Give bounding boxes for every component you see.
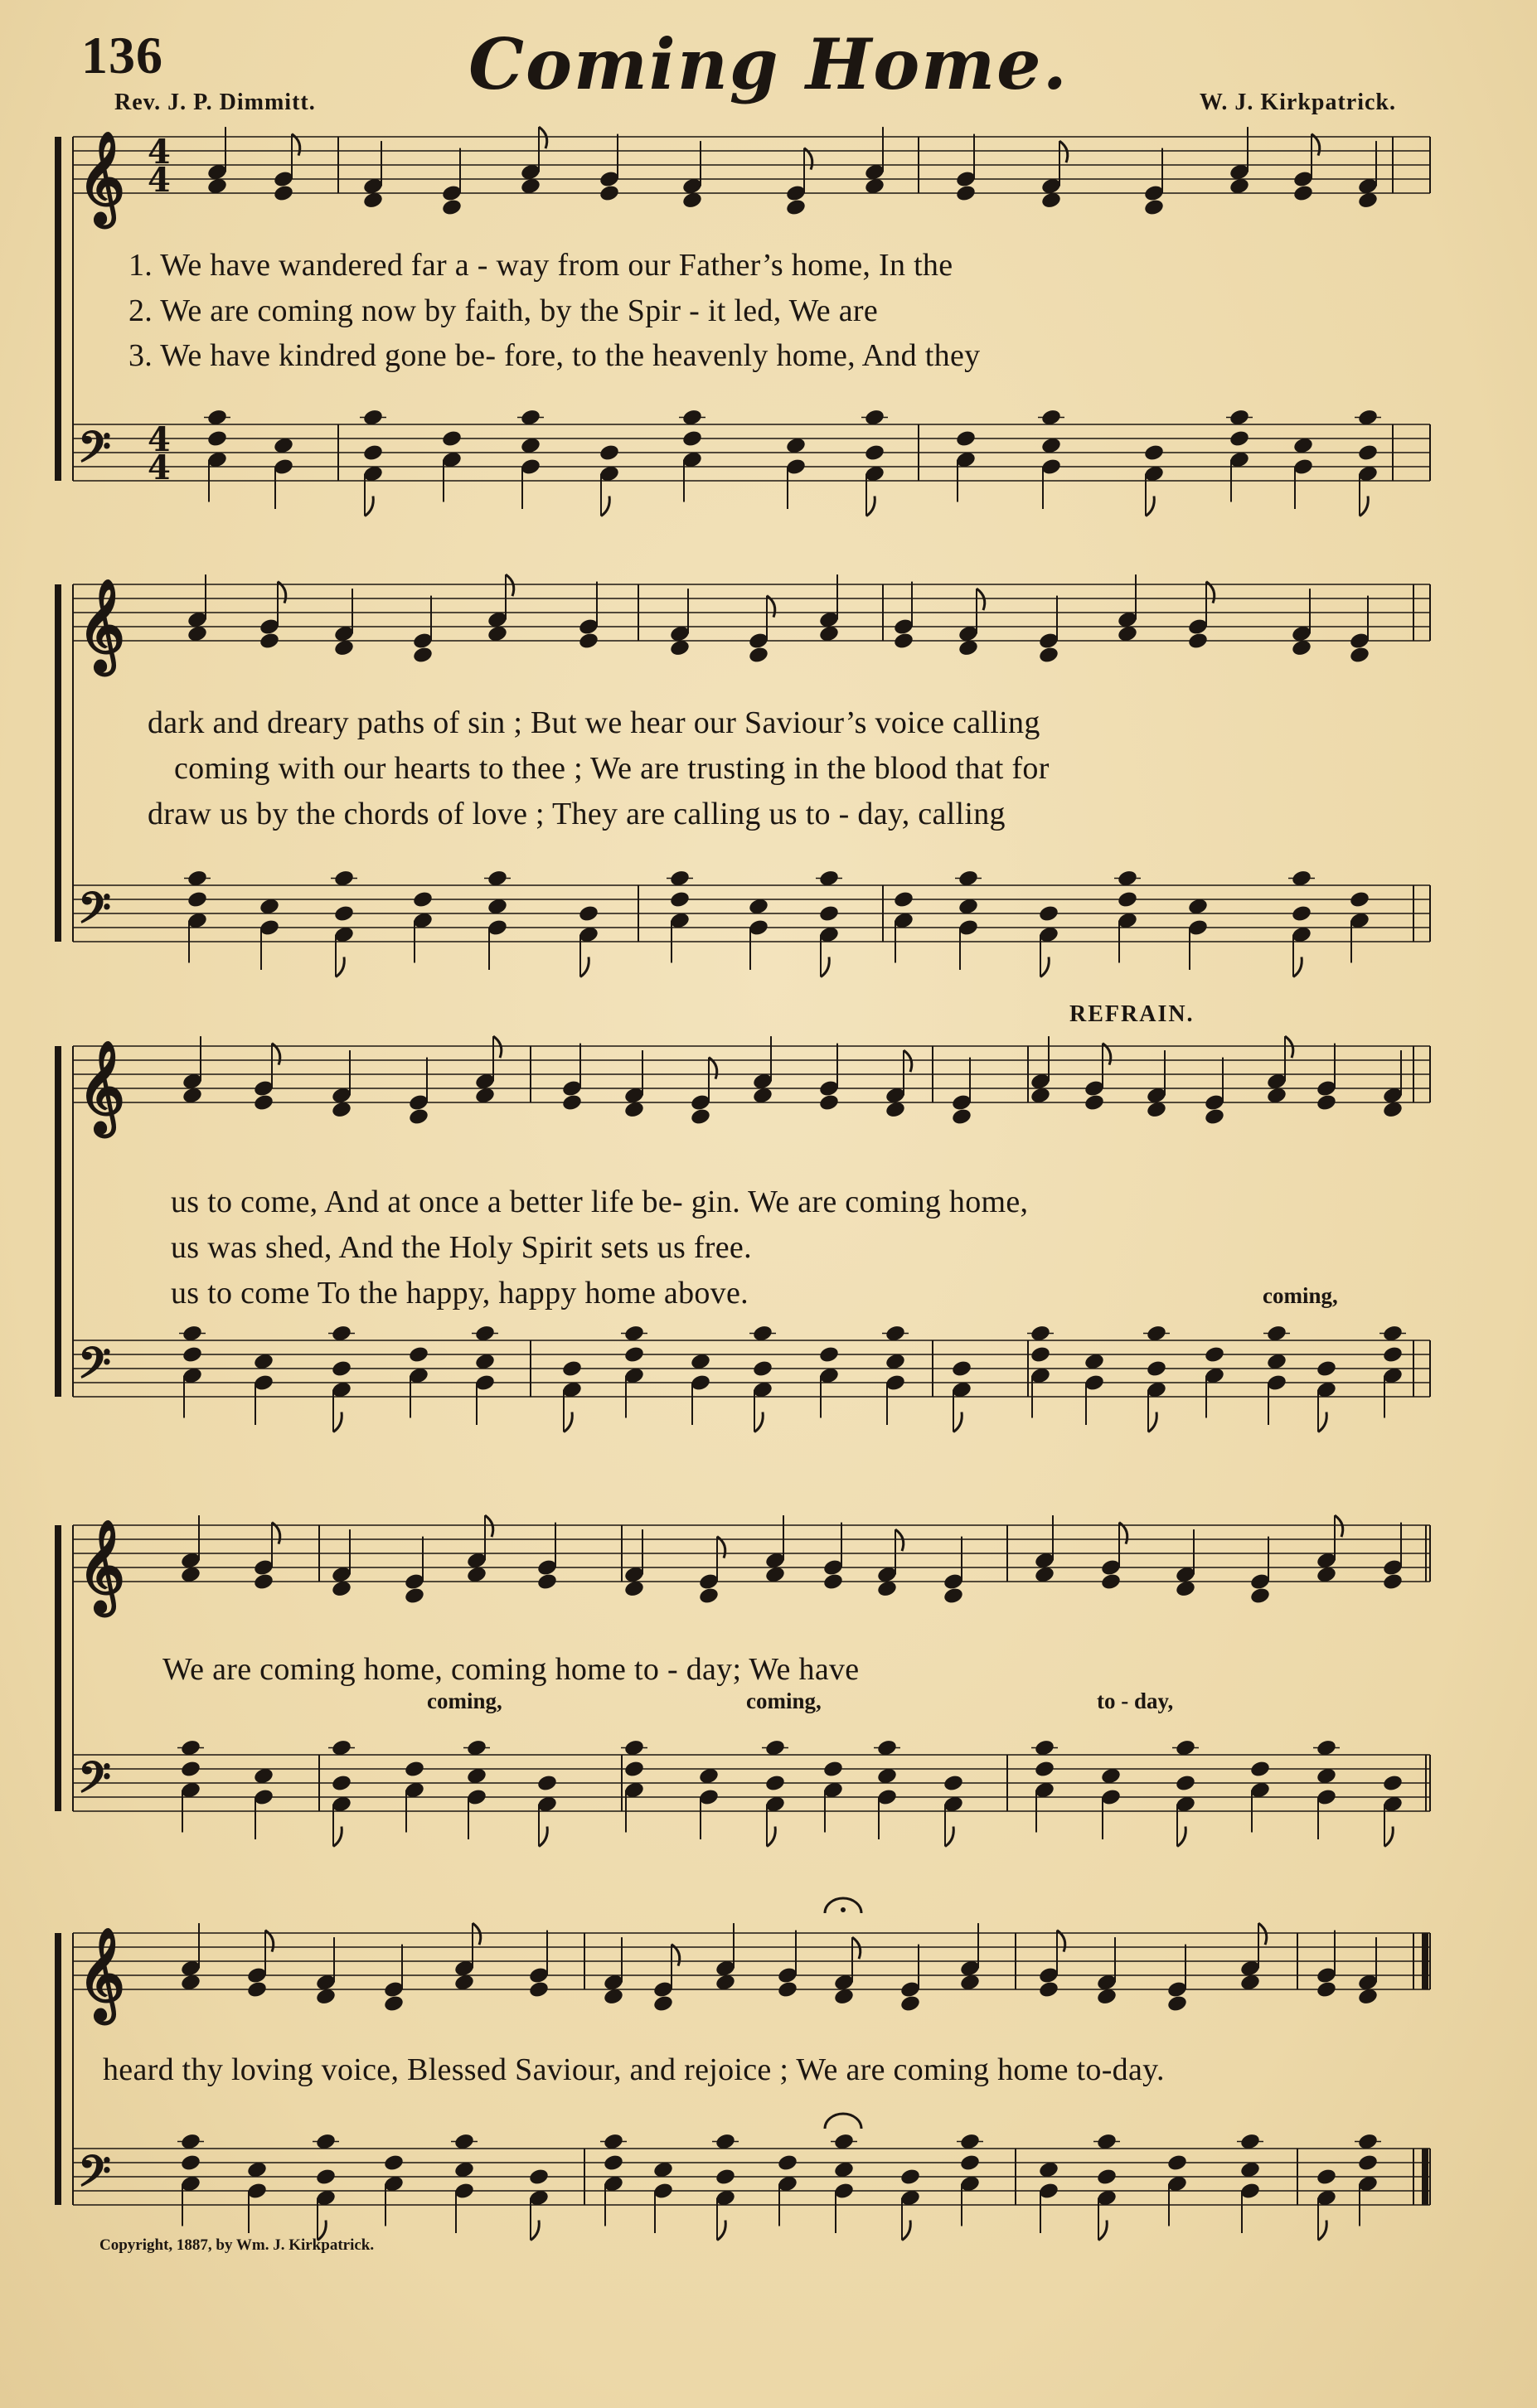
note-head [441, 429, 463, 448]
note-head [1175, 1774, 1196, 1793]
note-head [362, 443, 384, 463]
note-head [1382, 1572, 1404, 1592]
note-head [253, 1572, 274, 1592]
note-head [180, 1760, 201, 1779]
note-head [578, 904, 599, 923]
note-head [1117, 890, 1138, 909]
note-head [669, 890, 691, 909]
note-head [951, 1107, 972, 1126]
note-head [1349, 890, 1370, 909]
note-head [818, 1093, 840, 1112]
bass-clef-icon: 𝄢 [78, 422, 111, 482]
note-head [822, 1760, 844, 1779]
note-head [528, 2168, 550, 2187]
lyric-line: heard thy loving voice, Blessed Saviour, and rejoice ; We are coming home to-day. [103, 2052, 1165, 2087]
note-head [1291, 904, 1312, 923]
note-flag [1098, 2221, 1107, 2241]
lyric-line: We are coming home, coming home to - day; We have [162, 1652, 860, 1687]
note-head [315, 2168, 337, 2187]
note-head [785, 198, 807, 217]
note-head [331, 1359, 352, 1378]
note-head [1382, 1774, 1404, 1793]
note-head [1357, 2154, 1379, 2173]
lyric-line: 1. We have wandered far a - way from our Father’s home, In the [128, 248, 953, 283]
note-head [690, 1107, 711, 1126]
note-head [599, 443, 620, 463]
note-head [1229, 429, 1250, 448]
note-flag [365, 497, 373, 516]
note-head [408, 1345, 429, 1364]
note-head [603, 2154, 624, 2173]
note-head [951, 1359, 972, 1378]
note-head [182, 1345, 203, 1364]
note-head [1038, 1980, 1059, 1999]
note-flag [1258, 1923, 1267, 1945]
note-flag [564, 1412, 572, 1432]
note-head [1096, 2168, 1118, 2187]
note-flag [895, 1529, 904, 1551]
note-flag [493, 1036, 502, 1058]
note-head [955, 184, 977, 203]
note-head [752, 1359, 773, 1378]
final-barline [1422, 1933, 1428, 1989]
treble-clef-icon: 𝄞 [78, 578, 125, 671]
note-flag [945, 1827, 953, 1847]
note-head [246, 1980, 268, 1999]
note-head [943, 1587, 964, 1606]
lyric-line: us was shed, And the Holy Spirit sets us free. [171, 1230, 752, 1265]
note-head [1382, 1345, 1404, 1364]
note-flag [953, 1412, 962, 1432]
note-head [528, 1980, 550, 1999]
note-flag [506, 574, 514, 596]
system-bracket [55, 1046, 61, 1397]
note-head [333, 904, 355, 923]
note-head [818, 1345, 840, 1364]
note-head [777, 1980, 798, 1999]
lyric-line: coming with our hearts to thee ; We are trusting in the blood that for [174, 751, 1050, 786]
note-head [1316, 2168, 1337, 2187]
lyric-line: draw us by the chords of love ; They are calling us to - day, calling [148, 797, 1006, 831]
note-head [1292, 184, 1314, 203]
note-head [1349, 646, 1370, 665]
note-head [1166, 2154, 1188, 2173]
note-head [893, 632, 914, 651]
note-flag [485, 1515, 493, 1537]
echo-lyric: coming, [427, 1689, 502, 1713]
treble-clef-icon: 𝄞 [78, 130, 125, 224]
note-head [777, 2154, 798, 2173]
note-head [578, 632, 599, 651]
note-flag [717, 2221, 725, 2241]
system-bracket [55, 584, 61, 942]
note-flag [333, 1827, 342, 1847]
note-flag [601, 497, 609, 516]
bass-clef-icon: 𝄢 [78, 1752, 111, 1813]
note-head [383, 1994, 405, 2013]
note-flag [904, 1050, 912, 1072]
composer-credit: W. J. Kirkpatrick. [1199, 90, 1396, 115]
note-head [681, 429, 703, 448]
note-flag [1040, 957, 1049, 977]
note-head [1143, 198, 1165, 217]
note-head [1204, 1107, 1225, 1126]
note-head [864, 443, 885, 463]
treble-clef-icon: 𝄞 [78, 1519, 125, 1612]
note-flag [333, 1412, 342, 1432]
note-flag [539, 1827, 547, 1847]
note-head [536, 1774, 558, 1793]
note-head [1187, 632, 1209, 651]
note-head [1249, 1760, 1271, 1779]
note-head [536, 1572, 558, 1592]
bass-clef-icon: 𝄢 [78, 2146, 111, 2207]
note-head [1030, 1345, 1051, 1364]
note-head [273, 184, 294, 203]
lyric-line: us to come, And at once a better life be- gin. We are coming home, [171, 1185, 1029, 1219]
note-flag [1335, 1515, 1343, 1537]
note-head [1038, 646, 1059, 665]
note-head [253, 1093, 274, 1112]
note-head [259, 632, 280, 651]
note-flag [1285, 1036, 1293, 1058]
note-flag [1177, 1827, 1185, 1847]
note-head [180, 2154, 201, 2173]
note-head [959, 2154, 981, 2173]
note-head [943, 1774, 964, 1793]
final-barline [1422, 2149, 1428, 2205]
time-signature: 4 [148, 161, 171, 200]
note-flag [1146, 497, 1154, 516]
lyric-line: 2. We are coming now by faith, by the Spir - it led, We are [128, 293, 879, 328]
note-flag [1360, 497, 1368, 516]
system-bracket [55, 1933, 61, 2205]
note-head [1316, 1980, 1337, 1999]
note-flag [1059, 141, 1068, 162]
note-head [1166, 1994, 1188, 2013]
note-head [1034, 1760, 1055, 1779]
bass-clef-icon: 𝄢 [78, 883, 111, 943]
system-bracket [55, 137, 61, 481]
note-flag [1318, 2221, 1326, 2241]
note-head [1316, 1359, 1337, 1378]
note-head [599, 184, 620, 203]
note-flag [754, 1412, 763, 1432]
note-head [764, 1774, 786, 1793]
lyric-line: dark and dreary paths of sin ; But we hear our Saviour’s voice calling [148, 705, 1040, 740]
bass-clef-icon: 𝄢 [78, 1338, 111, 1398]
note-head [187, 890, 208, 909]
note-head [331, 1774, 352, 1793]
note-head [715, 2168, 736, 2187]
note-head [955, 429, 977, 448]
note-flag [1318, 1412, 1326, 1432]
refrain-label: REFRAIN. [1069, 1001, 1195, 1027]
note-flag [1384, 1827, 1393, 1847]
note-head [404, 1587, 425, 1606]
treble-clef-icon: 𝄞 [78, 1039, 125, 1133]
note-head [561, 1359, 583, 1378]
note-head [1357, 443, 1379, 463]
note-flag [539, 127, 547, 148]
copyright-notice: Copyright, 1887, by Wm. J. Kirkpatrick. [99, 2236, 375, 2254]
lyric-line: 3. We have kindred gone be- fore, to the heavenly home, And they [128, 338, 981, 373]
note-head [893, 890, 914, 909]
hymn-title: Coming Home. [468, 23, 1069, 105]
note-head [698, 1587, 720, 1606]
note-flag [473, 1923, 481, 1945]
note-head [383, 2154, 405, 2173]
note-head [623, 1345, 645, 1364]
note-head [1249, 1587, 1271, 1606]
note-head [1038, 904, 1059, 923]
note-head [899, 2168, 921, 2187]
note-flag [866, 497, 875, 516]
note-head [818, 904, 840, 923]
echo-lyric: coming, [1263, 1283, 1338, 1308]
system-bracket [55, 1525, 61, 1811]
note-head [412, 646, 434, 665]
note-flag [767, 1827, 775, 1847]
fermata-icon [825, 2114, 861, 2129]
treble-clef-icon: 𝄞 [78, 1926, 125, 2020]
time-signature: 4 [148, 448, 171, 487]
note-head [408, 1107, 429, 1126]
note-flag [821, 957, 829, 977]
page-number: 136 [81, 26, 163, 85]
fermata-icon [841, 1907, 846, 1912]
note-flag [580, 957, 589, 977]
note-head [748, 646, 769, 665]
note-head [1316, 1093, 1337, 1112]
note-head [652, 1994, 674, 2013]
note-head [412, 890, 434, 909]
note-head [1084, 1093, 1105, 1112]
note-head [206, 429, 228, 448]
time-signature: 4 [148, 133, 171, 172]
note-flag [531, 2221, 539, 2241]
lyricist-credit: Rev. J. P. Dimmitt. [114, 90, 316, 115]
note-head [1100, 1572, 1122, 1592]
note-flag [977, 589, 985, 610]
note-flag [852, 1937, 861, 1959]
note-head [1146, 1359, 1167, 1378]
lyric-line: us to come To the happy, happy home above. [171, 1276, 749, 1311]
echo-lyric: to - day, [1097, 1689, 1174, 1713]
note-flag [902, 2221, 910, 2241]
note-head [404, 1760, 425, 1779]
note-flag [1148, 1412, 1156, 1432]
note-flag [336, 957, 344, 977]
note-head [899, 1994, 921, 2013]
note-head [1204, 1345, 1225, 1364]
note-head [561, 1093, 583, 1112]
note-head [441, 198, 463, 217]
echo-lyric: coming, [746, 1689, 822, 1713]
note-head [1143, 443, 1165, 463]
note-head [822, 1572, 844, 1592]
note-head [623, 1760, 645, 1779]
time-signature: 4 [148, 420, 171, 459]
note-flag [1293, 957, 1302, 977]
